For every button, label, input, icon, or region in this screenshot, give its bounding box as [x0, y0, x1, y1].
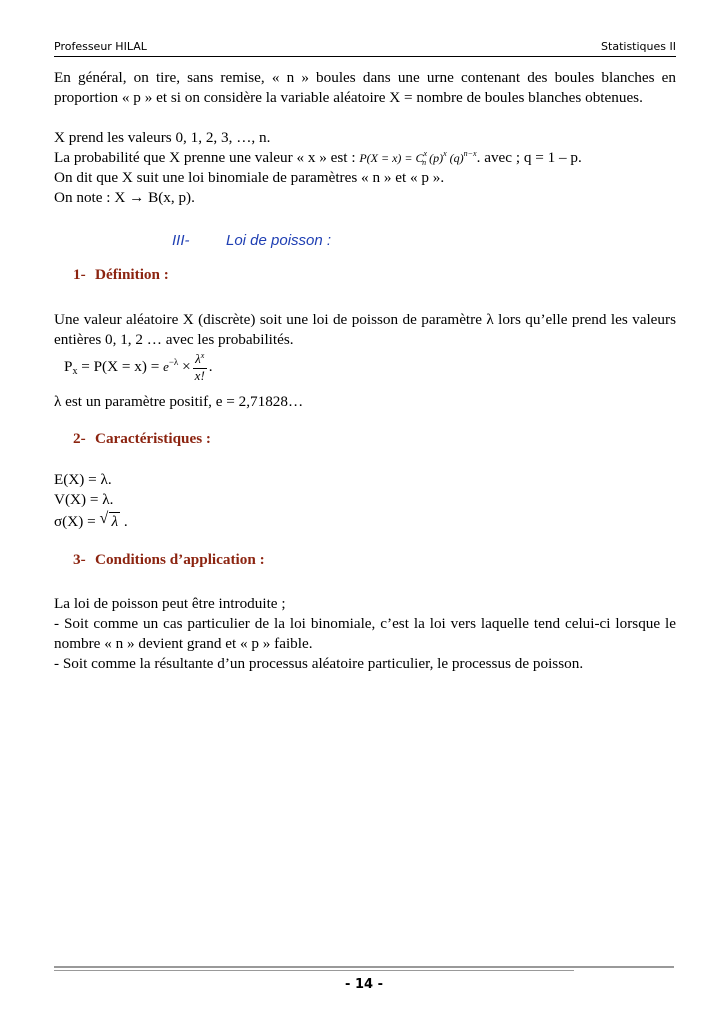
- footer-rule: [54, 966, 674, 968]
- intro-paragraph: En général, on tire, sans remise, « n » boules dans une urne contenant des boules blanches en proportion « p » et si on considère la variable aléatoire X = nombre de boules blanches obtenues.: [54, 69, 676, 106]
- subheading-title: Définition :: [95, 266, 169, 283]
- sqrt-argument: λ: [111, 513, 119, 530]
- poisson-formula-p-sub: x: [72, 365, 78, 377]
- header-rule: [54, 56, 676, 57]
- poisson-formula: [64, 352, 213, 383]
- subheading-number: 2-: [73, 430, 86, 447]
- subheading-conditions: [73, 551, 265, 569]
- expectation-line: E(X) = λ.: [54, 471, 112, 488]
- poisson-fraction-numerator: [193, 352, 207, 369]
- binomial-formula-p: (p): [426, 151, 444, 165]
- intro-values-line: X prend les valeurs 0, 1, 2, 3, …, n.: [54, 129, 271, 146]
- subheading-number: 3-: [73, 551, 86, 568]
- binomial-probability-line: [54, 148, 582, 170]
- poisson-formula-end: .: [208, 357, 213, 375]
- conditions-item-2: - Soit comme la résultante d’un processus aléatoire particulier, le processus de poisson.: [54, 655, 584, 672]
- poisson-fraction-lambda-exp: x: [200, 351, 205, 360]
- conditions-item-1: - Soit comme un cas particulier de la loi binomiale, c’est la loi vers laquelle tend celui-ci lorsque le nombre « n » devient grand et « p » faible.: [54, 615, 676, 652]
- sqrt-symbol: [99, 512, 120, 532]
- footer-rule-thin: [54, 970, 574, 971]
- std-dev-line: [54, 512, 128, 532]
- binomial-formula: [359, 151, 476, 165]
- binomial-suffix: . avec ; q = 1 – p.: [476, 149, 582, 166]
- poisson-fraction: [193, 352, 207, 383]
- lambda-note: λ est un paramètre positif, e = 2,71828…: [54, 393, 304, 410]
- poisson-fraction-lambda: λ: [195, 351, 201, 366]
- definition-paragraph: Une valeur aléatoire X (discrète) soit une loi de poisson de paramètre λ lors qu’elle prend les valeurs entières 0, 1, 2 … avec les probabilités.: [54, 311, 676, 348]
- subheading-title: Caractéristiques :: [95, 430, 211, 447]
- binomial-formula-sup: x: [423, 149, 428, 158]
- binomial-formula-left: P(X = x) = C: [359, 151, 424, 165]
- section-title: Loi de poisson :: [226, 232, 332, 249]
- variance-line: V(X) = λ.: [54, 491, 114, 508]
- section-number: III-: [172, 232, 190, 249]
- header-author: Professeur HILAL: [54, 40, 147, 53]
- subheading-number: 1-: [73, 266, 86, 283]
- page-number-text: - 14 -: [345, 977, 383, 992]
- binomial-prefix: La probabilité que X prenne une valeur « x » est :: [54, 149, 360, 166]
- page-number: [0, 977, 728, 992]
- poisson-formula-mid: = P(X = x) =: [77, 357, 164, 375]
- subheading-characteristics: [73, 430, 211, 448]
- poisson-formula-times: ×: [178, 357, 191, 375]
- subheading-definition: [73, 266, 169, 284]
- header-course: Statistiques II: [601, 40, 676, 53]
- binomial-formula-q-exp: n−x: [463, 149, 477, 158]
- binomial-notation-line: On note : X → B(x, p).: [54, 189, 195, 206]
- conditions-intro: La loi de poisson peut être introduite ;: [54, 595, 286, 612]
- page-header: [54, 38, 676, 58]
- binomial-parameters-line: On dit que X suit une loi binomiale de paramètres « n » et « p ».: [54, 169, 445, 186]
- radical-icon: √: [99, 510, 109, 527]
- poisson-formula-e: e: [163, 358, 169, 374]
- std-dev-suffix: .: [120, 513, 128, 530]
- binomial-formula-q: (q): [446, 151, 464, 165]
- poisson-formula-p: P: [64, 357, 73, 375]
- poisson-formula-e-exp: −λ: [168, 356, 179, 367]
- section-heading-poisson: [172, 232, 331, 249]
- std-dev-prefix: σ(X) =: [54, 513, 100, 530]
- binomial-formula-p-exp: x: [443, 149, 447, 158]
- poisson-fraction-denominator: x!: [194, 368, 205, 383]
- subheading-title: Conditions d’application :: [95, 551, 265, 568]
- binomial-formula-sub: n: [422, 158, 427, 167]
